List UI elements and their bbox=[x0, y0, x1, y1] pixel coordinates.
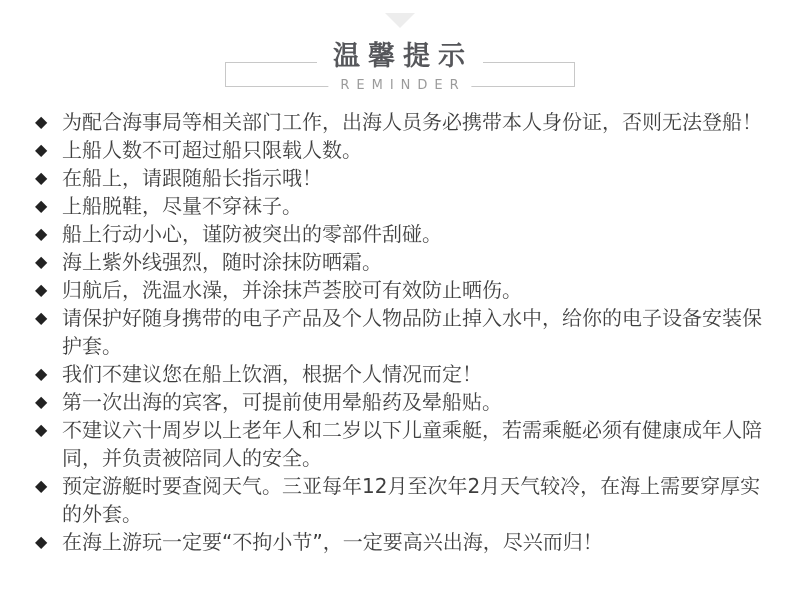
list-item bbox=[35, 528, 770, 556]
reminder-notice bbox=[0, 13, 800, 596]
list-item bbox=[35, 416, 770, 472]
list-item-text: 上船脱鞋，尽量不穿袜子。 bbox=[62, 194, 302, 218]
list-item-text: 请保护好随身携带的电子产品及个人物品防止掉入水中，给你的电子设备安装保护套。 bbox=[62, 306, 762, 358]
diamond-bullet-icon: ◆ bbox=[35, 252, 48, 271]
list-item-text: 在船上，请跟随船长指示哦！ bbox=[62, 166, 322, 190]
diamond-bullet-icon: ◆ bbox=[35, 532, 48, 551]
list-item bbox=[35, 388, 770, 416]
diamond-bullet-icon: ◆ bbox=[35, 196, 48, 215]
chevron-down-icon bbox=[385, 13, 415, 28]
list-item-text: 不建议六十周岁以上老年人和二岁以下儿童乘艇，若需乘艇必须有健康成年人陪同，并负责被陪同人的安全。 bbox=[62, 418, 762, 470]
list-item-text: 预定游艇时要查阅天气。三亚每年12月至次年2月天气较冷，在海上需要穿厚实的外套。 bbox=[62, 474, 761, 526]
list-item bbox=[35, 164, 770, 192]
diamond-bullet-icon: ◆ bbox=[35, 476, 48, 495]
list-item-text: 第一次出海的宾客，可提前使用晕船药及晕船贴。 bbox=[62, 390, 502, 414]
list-item-text: 归航后，洗温水澡，并涂抹芦荟胶可有效防止晒伤。 bbox=[62, 278, 522, 302]
list-item bbox=[35, 220, 770, 248]
section-subtitle: REMINDER bbox=[328, 78, 471, 94]
list-item bbox=[35, 276, 770, 304]
diamond-bullet-icon: ◆ bbox=[35, 112, 48, 131]
reminder-list bbox=[0, 87, 800, 556]
diamond-bullet-icon: ◆ bbox=[35, 168, 48, 187]
list-item-text: 我们不建议您在船上饮酒，根据个人情况而定！ bbox=[62, 362, 482, 386]
list-item bbox=[35, 360, 770, 388]
list-item-text: 海上紫外线强烈，随时涂抹防晒霜。 bbox=[62, 250, 382, 274]
diamond-bullet-icon: ◆ bbox=[35, 420, 48, 439]
list-item-text: 上船人数不可超过船只限载人数。 bbox=[62, 138, 362, 162]
section-header bbox=[225, 41, 575, 94]
diamond-bullet-icon: ◆ bbox=[35, 224, 48, 243]
list-item bbox=[35, 472, 770, 528]
list-item bbox=[35, 304, 770, 360]
list-item-text: 为配合海事局等相关部门工作，出海人员务必携带本人身份证，否则无法登船！ bbox=[62, 110, 762, 134]
list-item bbox=[35, 248, 770, 276]
diamond-bullet-icon: ◆ bbox=[35, 364, 48, 383]
diamond-bullet-icon: ◆ bbox=[35, 140, 48, 159]
list-item bbox=[35, 192, 770, 220]
list-item bbox=[35, 108, 770, 136]
diamond-bullet-icon: ◆ bbox=[35, 280, 48, 299]
section-title: 温馨提示 bbox=[317, 43, 483, 70]
diamond-bullet-icon: ◆ bbox=[35, 392, 48, 411]
list-item-text: 在海上游玩一定要“不拘小节”，一定要高兴出海，尽兴而归！ bbox=[62, 530, 603, 554]
list-item bbox=[35, 136, 770, 164]
diamond-bullet-icon: ◆ bbox=[35, 308, 48, 327]
list-item-text: 船上行动小心，谨防被突出的零部件刮碰。 bbox=[62, 222, 442, 246]
